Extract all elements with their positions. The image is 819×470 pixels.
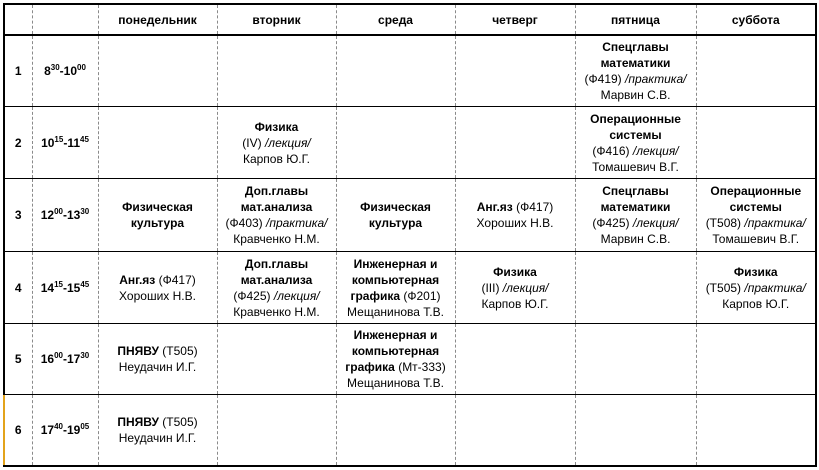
class-line <box>101 414 215 430</box>
class-cell <box>98 395 217 467</box>
time-end-minutes: 45 <box>80 134 89 144</box>
time-separator: - <box>63 423 67 437</box>
class-line <box>101 359 215 375</box>
class-line <box>220 288 334 304</box>
class-text: Мещанинова Т.В. <box>347 304 444 319</box>
class-subject: мат.анализа <box>240 272 313 287</box>
day-header: пятница <box>575 4 696 35</box>
lesson-number: 5 <box>4 324 32 395</box>
schedule-row <box>4 107 816 179</box>
lesson-time <box>32 395 98 467</box>
class-subject: системы <box>609 127 662 142</box>
day-header: вторник <box>217 4 336 35</box>
class-cell <box>336 179 455 252</box>
class-subject: Физическая <box>360 200 431 214</box>
time-start-hour: 16 <box>40 352 55 366</box>
class-line <box>699 296 814 312</box>
class-text: Мещанинова Т.В. <box>347 376 444 390</box>
class-text: (III) <box>481 280 503 295</box>
time-start-minutes: 40 <box>54 422 63 431</box>
class-text: Кравченко Н.М. <box>233 232 320 246</box>
class-cell <box>98 324 217 395</box>
class-line <box>458 199 573 215</box>
class-subject: системы <box>729 200 782 214</box>
class-subject: культура <box>368 216 423 230</box>
class-text: (Ф417) <box>512 200 554 214</box>
empty-cell <box>336 35 455 107</box>
class-line <box>220 215 334 231</box>
empty-cell <box>696 324 816 395</box>
class-line <box>458 264 573 280</box>
class-cell <box>217 252 336 324</box>
class-subject: Физика <box>733 264 778 279</box>
class-cell <box>336 252 455 324</box>
class-text: Неудачин И.Г. <box>118 431 197 445</box>
class-line <box>339 304 453 320</box>
schedule-wrapper <box>3 3 815 465</box>
time-end-hour: 13 <box>67 208 81 222</box>
class-cell <box>336 324 455 395</box>
empty-cell <box>217 395 336 467</box>
class-line <box>101 199 215 215</box>
lesson-time <box>32 252 98 324</box>
class-subject: ПНЯВУ <box>117 415 159 429</box>
class-subject: Операционные <box>710 184 802 198</box>
class-line <box>699 183 814 199</box>
class-text: (Мт-333) <box>394 360 446 374</box>
class-type: /лекция/ <box>632 143 679 158</box>
time-start-hour: 17 <box>40 423 55 437</box>
class-line <box>578 87 694 103</box>
class-line <box>458 280 573 296</box>
class-type: /практика/ <box>744 280 806 295</box>
class-type: /практика/ <box>625 72 687 86</box>
class-text: Неудачин И.Г. <box>118 360 197 374</box>
class-line <box>339 343 453 359</box>
class-line <box>220 256 334 272</box>
class-text: (Т505) <box>705 280 745 295</box>
class-text: (Ф403) <box>225 216 267 230</box>
class-line <box>101 343 215 359</box>
class-text: Томашевич В.Г. <box>592 159 679 174</box>
class-subject: математики <box>600 56 671 70</box>
class-cell <box>696 252 816 324</box>
class-subject: Физика <box>254 119 299 134</box>
empty-cell <box>455 35 575 107</box>
class-text: Томашевич В.Г. <box>712 232 800 246</box>
empty-cell <box>455 395 575 467</box>
class-line <box>220 183 334 199</box>
time-end-minutes: 45 <box>80 279 90 289</box>
class-line <box>339 327 453 343</box>
class-line <box>220 119 334 135</box>
lesson-time <box>32 324 98 395</box>
class-text: (Ф416) <box>592 143 633 158</box>
time-start-minutes: 00 <box>54 207 63 216</box>
class-line <box>220 151 334 167</box>
class-text: (Ф425) <box>592 216 633 230</box>
class-line <box>458 215 573 231</box>
time-start-minutes: 00 <box>54 351 63 360</box>
time-start-minutes: 30 <box>50 63 60 72</box>
class-line <box>220 231 334 247</box>
class-subject: графика <box>350 288 401 303</box>
class-line <box>578 127 694 143</box>
time-separator: - <box>63 280 67 295</box>
class-text: Хороших Н.В. <box>476 216 554 230</box>
schedule-row <box>4 395 816 467</box>
time-end-hour: 15 <box>67 280 81 295</box>
class-line <box>339 359 453 375</box>
class-cell <box>217 107 336 179</box>
class-subject: культура <box>130 216 185 230</box>
class-line <box>578 39 694 55</box>
time-end-hour: 17 <box>67 352 81 366</box>
day-header: суббота <box>696 4 816 35</box>
class-line <box>578 55 694 71</box>
class-cell <box>217 179 336 252</box>
empty-cell <box>696 35 816 107</box>
empty-cell <box>575 252 696 324</box>
class-subject: Операционные <box>590 111 681 126</box>
class-type: /практика/ <box>266 216 328 230</box>
class-text: Карпов Ю.Г. <box>242 151 311 166</box>
schedule-row <box>4 35 816 107</box>
empty-cell <box>575 324 696 395</box>
class-type: /лекция/ <box>273 288 320 303</box>
class-line <box>699 199 814 215</box>
class-line <box>578 159 694 175</box>
lesson-number: 3 <box>4 179 32 252</box>
class-line <box>101 288 215 304</box>
class-text: Кравченко Н.М. <box>233 304 320 319</box>
corner-cell-time <box>32 4 98 35</box>
class-subject: Спецглавы <box>602 184 669 198</box>
class-cell <box>455 179 575 252</box>
class-text: (Ф201) <box>400 288 441 303</box>
class-subject: Физическая <box>122 200 193 214</box>
time-separator: - <box>63 352 67 366</box>
corner-cell-num <box>4 4 32 35</box>
time-separator: - <box>59 64 64 78</box>
class-line <box>699 215 814 231</box>
class-cell <box>98 179 217 252</box>
time-start-hour: 12 <box>40 208 55 222</box>
empty-cell <box>455 324 575 395</box>
time-end-minutes: 00 <box>77 63 86 72</box>
empty-cell <box>696 107 816 179</box>
class-text: (Т505) <box>158 344 198 358</box>
class-text: (IV) <box>242 135 265 150</box>
class-subject: Анг.яз <box>119 272 156 287</box>
class-text: (Ф419) <box>584 72 626 86</box>
time-start-hour: 14 <box>40 280 55 295</box>
class-line <box>339 215 453 231</box>
class-subject: графика <box>345 360 395 374</box>
class-type: /лекция/ <box>632 216 679 230</box>
schedule-table <box>3 3 817 467</box>
class-text: Карпов Ю.Г. <box>481 296 549 311</box>
class-text: (Ф417) <box>155 272 196 287</box>
lesson-time <box>32 35 98 107</box>
class-type: /лекция/ <box>502 280 549 295</box>
empty-cell <box>98 35 217 107</box>
class-text: (Т508) <box>705 216 745 230</box>
class-subject: мат.анализа <box>240 200 313 214</box>
class-text: Карпов Ю.Г. <box>722 296 790 311</box>
schedule-body <box>4 35 816 466</box>
class-cell <box>98 252 217 324</box>
class-cell <box>575 179 696 252</box>
class-cell <box>575 107 696 179</box>
class-text: (Ф425) <box>233 288 274 303</box>
time-end-hour: 10 <box>63 64 78 78</box>
class-line <box>339 272 453 288</box>
time-start-minutes: 15 <box>54 134 64 144</box>
time-end-minutes: 30 <box>80 207 90 216</box>
class-line <box>578 143 694 159</box>
empty-cell <box>217 324 336 395</box>
header-row <box>4 4 816 35</box>
empty-cell <box>575 395 696 467</box>
class-text: (Т505) <box>158 415 198 429</box>
class-cell <box>696 179 816 252</box>
class-line <box>101 272 215 288</box>
class-subject: Физика <box>493 264 537 279</box>
class-line <box>220 272 334 288</box>
empty-cell <box>98 107 217 179</box>
class-line <box>578 71 694 87</box>
class-line <box>220 199 334 215</box>
class-line <box>339 375 453 391</box>
lesson-time <box>32 107 98 179</box>
time-start-hour: 10 <box>41 135 55 150</box>
day-header: среда <box>336 4 455 35</box>
class-line <box>101 430 215 446</box>
time-end-minutes: 30 <box>80 351 90 360</box>
lesson-number: 2 <box>4 107 32 179</box>
class-subject: ПНЯВУ <box>117 344 159 358</box>
class-subject: Спецглавы <box>602 40 669 54</box>
empty-cell <box>336 395 455 467</box>
class-text: Хороших Н.В. <box>119 288 196 303</box>
time-start-hour: 8 <box>44 64 51 78</box>
lesson-number: 6 <box>4 395 32 467</box>
lesson-number: 1 <box>4 35 32 107</box>
class-cell <box>575 35 696 107</box>
class-line <box>699 264 814 280</box>
class-subject: Инженерная и <box>353 256 438 271</box>
schedule-row <box>4 252 816 324</box>
time-start-minutes: 15 <box>54 279 63 289</box>
day-header: понедельник <box>98 4 217 35</box>
class-text: Марвин С.В. <box>600 232 671 246</box>
class-subject: математики <box>600 200 671 214</box>
class-line <box>458 296 573 312</box>
lesson-time <box>32 179 98 252</box>
time-end-hour: 19 <box>67 423 81 437</box>
class-subject: Доп.главы <box>244 184 309 198</box>
time-end-hour: 11 <box>67 135 81 150</box>
class-type: /лекция/ <box>264 135 311 150</box>
class-line <box>220 135 334 151</box>
class-text: Марвин С.В. <box>600 88 671 102</box>
class-line <box>578 183 694 199</box>
class-cell <box>455 252 575 324</box>
class-subject: компьютерная <box>351 272 440 287</box>
class-type: /практика/ <box>744 216 806 230</box>
class-line <box>220 304 334 320</box>
empty-cell <box>217 35 336 107</box>
empty-cell <box>336 107 455 179</box>
schedule-row <box>4 324 816 395</box>
class-line <box>339 256 453 272</box>
class-line <box>578 111 694 127</box>
schedule-row <box>4 179 816 252</box>
class-subject: Доп.главы <box>244 256 309 271</box>
class-line <box>101 215 215 231</box>
class-line <box>699 280 814 296</box>
row-marker <box>3 395 5 465</box>
class-line <box>699 231 814 247</box>
time-end-minutes: 05 <box>80 422 90 431</box>
lesson-number: 4 <box>4 252 32 324</box>
empty-cell <box>696 395 816 467</box>
day-header: четверг <box>455 4 575 35</box>
class-subject: Анг.яз <box>476 200 513 214</box>
class-line <box>339 199 453 215</box>
class-subject: Инженерная и <box>353 328 438 342</box>
class-subject: компьютерная <box>351 344 440 358</box>
time-separator: - <box>63 135 68 150</box>
time-separator: - <box>63 208 67 222</box>
empty-cell <box>455 107 575 179</box>
class-line <box>578 215 694 231</box>
class-line <box>578 231 694 247</box>
class-line <box>578 199 694 215</box>
class-line <box>339 288 453 304</box>
